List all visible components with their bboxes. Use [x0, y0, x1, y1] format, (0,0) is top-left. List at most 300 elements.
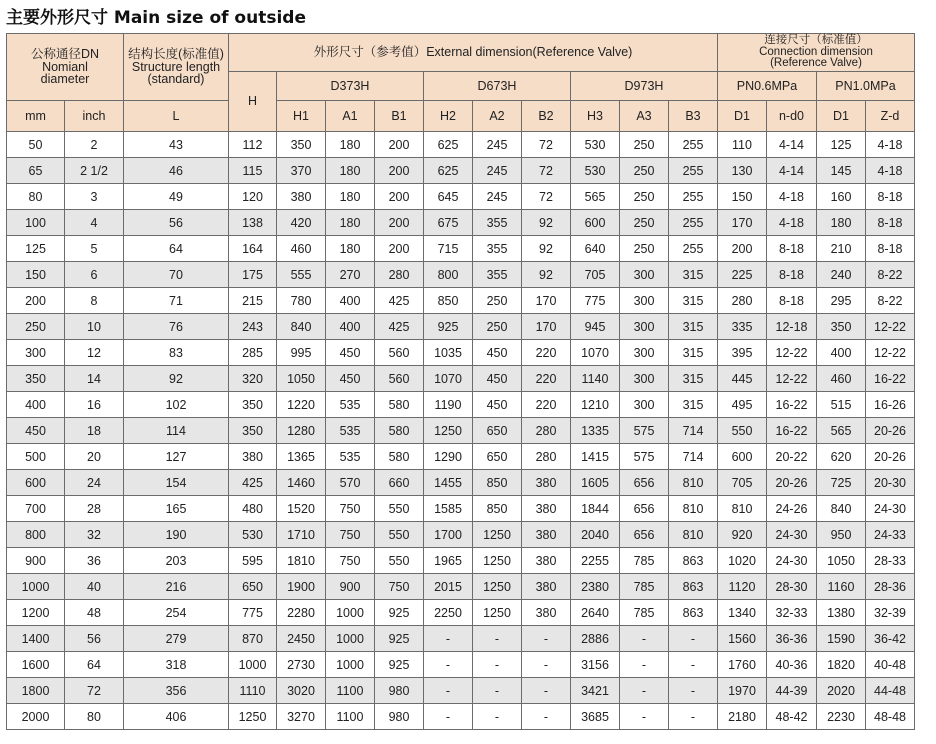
table-cell: - [522, 652, 571, 678]
table-cell: 335 [718, 314, 767, 340]
table-cell: 12 [65, 340, 124, 366]
table-cell: 1250 [473, 574, 522, 600]
table-cell: 1000 [326, 600, 375, 626]
header-pn06: PN0.6MPa [718, 72, 817, 101]
table-cell: 16-22 [767, 418, 817, 444]
table-cell: 120 [229, 184, 277, 210]
table-cell: 203 [124, 548, 229, 574]
table-cell: 700 [7, 496, 65, 522]
table-cell: 215 [229, 288, 277, 314]
table-cell: 450 [473, 392, 522, 418]
table-cell: 36-42 [866, 626, 915, 652]
table-cell: 16-22 [866, 366, 915, 392]
table-cell: 3020 [277, 678, 326, 704]
table-cell: 32 [65, 522, 124, 548]
table-cell: 4-14 [767, 158, 817, 184]
table-cell: 43 [124, 132, 229, 158]
header-b1: B1 [375, 101, 424, 132]
header-pn10: PN1.0MPa [817, 72, 915, 101]
table-cell: 810 [669, 496, 718, 522]
table-cell: 580 [375, 392, 424, 418]
table-cell: 656 [620, 470, 669, 496]
table-cell: 900 [326, 574, 375, 600]
table-cell: 350 [817, 314, 866, 340]
table-cell: 92 [522, 210, 571, 236]
table-cell: 650 [229, 574, 277, 600]
table-cell: 8-18 [866, 184, 915, 210]
table-cell: 300 [620, 314, 669, 340]
table-cell: 450 [326, 366, 375, 392]
table-row [7, 626, 915, 652]
table-cell: 32-39 [866, 600, 915, 626]
table-cell: 1340 [718, 600, 767, 626]
table-cell: 1710 [277, 522, 326, 548]
table-cell: 100 [7, 210, 65, 236]
table-cell: 725 [817, 470, 866, 496]
table-cell: 8-18 [767, 236, 817, 262]
table-cell: 1250 [473, 600, 522, 626]
table-cell: 2450 [277, 626, 326, 652]
table-cell: 165 [124, 496, 229, 522]
table-cell: 3156 [571, 652, 620, 678]
table-cell: 1460 [277, 470, 326, 496]
table-cell: 810 [669, 470, 718, 496]
header-h3: H3 [571, 101, 620, 132]
table-cell: 575 [620, 444, 669, 470]
table-cell: 2380 [571, 574, 620, 600]
table-cell: 1605 [571, 470, 620, 496]
table-cell: 650 [473, 418, 522, 444]
table-cell: 3 [65, 184, 124, 210]
table-cell: 5 [65, 236, 124, 262]
table-cell: 245 [473, 158, 522, 184]
table-cell: 12-22 [866, 340, 915, 366]
table-cell: 300 [620, 288, 669, 314]
table-cell: 750 [326, 548, 375, 574]
table-cell: 245 [473, 184, 522, 210]
header-nd0: n-d0 [767, 101, 817, 132]
table-cell: 190 [124, 522, 229, 548]
table-cell: 255 [669, 236, 718, 262]
table-cell: 1250 [424, 418, 473, 444]
table-cell: 250 [620, 210, 669, 236]
table-cell: 1560 [718, 626, 767, 652]
header-inch: inch [65, 101, 124, 132]
table-cell: 840 [817, 496, 866, 522]
table-cell: 200 [375, 158, 424, 184]
table-cell: 300 [7, 340, 65, 366]
table-cell: 350 [229, 392, 277, 418]
table-cell: 2000 [7, 704, 65, 730]
table-cell: 315 [669, 262, 718, 288]
table-cell: 945 [571, 314, 620, 340]
table-cell: 1000 [326, 626, 375, 652]
header-nominal-diameter: 公称通径DN Nomianl diameter [7, 34, 124, 101]
table-cell: 255 [669, 210, 718, 236]
table-cell: 40 [65, 574, 124, 600]
table-cell: 250 [620, 236, 669, 262]
table-cell: 350 [229, 418, 277, 444]
table-cell: 127 [124, 444, 229, 470]
table-cell: 350 [277, 132, 326, 158]
table-cell: 8-18 [866, 236, 915, 262]
table-row [7, 600, 915, 626]
table-cell: 255 [669, 158, 718, 184]
table-cell: 114 [124, 418, 229, 444]
table-cell: - [669, 704, 718, 730]
table-cell: - [620, 704, 669, 730]
table-cell: 8-18 [866, 210, 915, 236]
table-cell: 380 [522, 574, 571, 600]
table-cell: 1000 [326, 652, 375, 678]
table-cell: 1070 [571, 340, 620, 366]
table-row [7, 548, 915, 574]
table-cell: 2250 [424, 600, 473, 626]
table-cell: 1100 [326, 678, 375, 704]
table-cell: 24-33 [866, 522, 915, 548]
table-cell: - [522, 626, 571, 652]
table-cell: 600 [571, 210, 620, 236]
table-cell: - [522, 704, 571, 730]
table-cell: 255 [669, 132, 718, 158]
table-cell: 535 [326, 418, 375, 444]
header-external-dimension: 外形尺寸（参考值）External dimension(Reference Valve) [229, 34, 718, 72]
table-cell: 380 [229, 444, 277, 470]
table-cell: 850 [473, 496, 522, 522]
table-cell: 400 [326, 288, 375, 314]
table-cell: - [620, 626, 669, 652]
table-cell: 64 [65, 652, 124, 678]
table-cell: 8-18 [767, 262, 817, 288]
table-cell: 425 [229, 470, 277, 496]
table-cell: 200 [375, 132, 424, 158]
table-cell: 2255 [571, 548, 620, 574]
table-cell: 6 [65, 262, 124, 288]
table-cell: 380 [522, 548, 571, 574]
table-cell: 110 [718, 132, 767, 158]
table-cell: 240 [817, 262, 866, 288]
table-cell: 115 [229, 158, 277, 184]
table-cell: 80 [7, 184, 65, 210]
table-row [7, 678, 915, 704]
table-cell: 20-30 [866, 470, 915, 496]
table-cell: 12-22 [767, 366, 817, 392]
table-cell: 450 [326, 340, 375, 366]
table-cell: 180 [326, 158, 375, 184]
table-cell: 1200 [7, 600, 65, 626]
table-row [7, 444, 915, 470]
table-cell: 220 [522, 340, 571, 366]
table-cell: 1380 [817, 600, 866, 626]
table-cell: 535 [326, 444, 375, 470]
table-cell: 4-14 [767, 132, 817, 158]
table-row [7, 314, 915, 340]
table-cell: 1000 [229, 652, 277, 678]
table-cell: 32-33 [767, 600, 817, 626]
table-cell: 400 [817, 340, 866, 366]
table-cell: 280 [522, 444, 571, 470]
table-cell: 180 [326, 236, 375, 262]
table-cell: 250 [620, 158, 669, 184]
table-cell: 20-26 [866, 444, 915, 470]
table-cell: 625 [424, 158, 473, 184]
table-cell: 355 [473, 236, 522, 262]
table-cell: 460 [817, 366, 866, 392]
table-cell: 350 [7, 366, 65, 392]
table-cell: 370 [277, 158, 326, 184]
table-cell: 8 [65, 288, 124, 314]
table-cell: 925 [375, 600, 424, 626]
table-cell: 8-22 [866, 262, 915, 288]
table-cell: 92 [522, 262, 571, 288]
table-cell: 380 [522, 600, 571, 626]
main-size-table [6, 33, 915, 730]
table-cell: 840 [277, 314, 326, 340]
table-cell: 270 [326, 262, 375, 288]
table-cell: 16-26 [866, 392, 915, 418]
table-cell: 200 [718, 236, 767, 262]
table-cell: 530 [571, 132, 620, 158]
header-h2: H2 [424, 101, 473, 132]
table-cell: 285 [229, 340, 277, 366]
table-cell: 315 [669, 392, 718, 418]
table-cell: 850 [424, 288, 473, 314]
table-cell: 4-18 [866, 158, 915, 184]
table-cell: 450 [7, 418, 65, 444]
table-cell: 180 [817, 210, 866, 236]
page-title: 主要外形尺寸 Main size of outside [6, 8, 306, 28]
header-a1: A1 [326, 101, 375, 132]
table-cell: 4 [65, 210, 124, 236]
table-cell: 102 [124, 392, 229, 418]
table-cell: 8-18 [767, 288, 817, 314]
table-cell: 200 [375, 210, 424, 236]
table-cell: 2 [65, 132, 124, 158]
table-cell: - [424, 704, 473, 730]
table-cell: - [473, 704, 522, 730]
table-cell: 24-30 [767, 522, 817, 548]
table-cell: 92 [522, 236, 571, 262]
table-cell: - [473, 652, 522, 678]
table-cell: 72 [522, 184, 571, 210]
table-cell: 18 [65, 418, 124, 444]
table-cell: 210 [817, 236, 866, 262]
table-row [7, 158, 915, 184]
table-cell: 1190 [424, 392, 473, 418]
table-cell: 1070 [424, 366, 473, 392]
table-cell: 460 [277, 236, 326, 262]
table-cell: 160 [817, 184, 866, 210]
table-cell: 863 [669, 574, 718, 600]
table-cell: 130 [718, 158, 767, 184]
table-cell: 49 [124, 184, 229, 210]
table-cell: 565 [571, 184, 620, 210]
table-cell: 180 [326, 210, 375, 236]
table-cell: 250 [7, 314, 65, 340]
table-cell: 150 [718, 184, 767, 210]
table-cell: 380 [522, 522, 571, 548]
table-cell: - [669, 678, 718, 704]
table-cell: 56 [124, 210, 229, 236]
table-cell: 36 [65, 548, 124, 574]
table-cell: 3270 [277, 704, 326, 730]
table-row [7, 210, 915, 236]
table-cell: 450 [473, 366, 522, 392]
table-cell: 279 [124, 626, 229, 652]
table-cell: 656 [620, 522, 669, 548]
table-cell: 995 [277, 340, 326, 366]
table-cell: 175 [229, 262, 277, 288]
table-cell: 12-22 [767, 340, 817, 366]
table-row [7, 184, 915, 210]
table-cell: 1000 [7, 574, 65, 600]
table-cell: 72 [522, 158, 571, 184]
table-cell: 620 [817, 444, 866, 470]
table-cell: 250 [620, 184, 669, 210]
table-cell: 150 [7, 262, 65, 288]
table-cell: 560 [375, 340, 424, 366]
table-cell: 1250 [473, 548, 522, 574]
table-cell: 925 [375, 652, 424, 678]
table-cell: 1455 [424, 470, 473, 496]
table-cell: 125 [7, 236, 65, 262]
table-cell: 780 [277, 288, 326, 314]
table-cell: 650 [473, 444, 522, 470]
table-cell: 715 [424, 236, 473, 262]
table-cell: 920 [718, 522, 767, 548]
table-cell: 48-42 [767, 704, 817, 730]
table-row [7, 132, 915, 158]
table-cell: 1120 [718, 574, 767, 600]
table-cell: 250 [620, 132, 669, 158]
table-cell: 625 [424, 132, 473, 158]
table-cell: 92 [124, 366, 229, 392]
table-cell: 255 [669, 184, 718, 210]
table-cell: 24 [65, 470, 124, 496]
table-cell: 1020 [718, 548, 767, 574]
table-cell: 550 [718, 418, 767, 444]
table-cell: 500 [7, 444, 65, 470]
table-cell: 315 [669, 288, 718, 314]
table-cell: 863 [669, 600, 718, 626]
table-cell: 1800 [7, 678, 65, 704]
table-cell: 4-18 [767, 210, 817, 236]
table-cell: 200 [375, 236, 424, 262]
table-cell: 280 [375, 262, 424, 288]
table-cell: 28-33 [866, 548, 915, 574]
table-cell: 50 [7, 132, 65, 158]
table-cell: 785 [620, 600, 669, 626]
table-cell: 515 [817, 392, 866, 418]
table-cell: 400 [7, 392, 65, 418]
table-cell: 1760 [718, 652, 767, 678]
table-cell: 1400 [7, 626, 65, 652]
header-d373h: D373H [277, 72, 424, 101]
table-cell: 8-22 [866, 288, 915, 314]
table-cell: 2020 [817, 678, 866, 704]
table-cell: 870 [229, 626, 277, 652]
table-cell: 12-18 [767, 314, 817, 340]
table-row [7, 262, 915, 288]
header-h: H [229, 72, 277, 132]
table-cell: 28-30 [767, 574, 817, 600]
table-cell: - [424, 678, 473, 704]
table-cell: 65 [7, 158, 65, 184]
table-cell: 145 [817, 158, 866, 184]
table-cell: 280 [522, 418, 571, 444]
table-cell: 550 [375, 522, 424, 548]
table-cell: 810 [718, 496, 767, 522]
table-cell: 1335 [571, 418, 620, 444]
table-cell: 640 [571, 236, 620, 262]
table-cell: 705 [718, 470, 767, 496]
table-cell: 580 [375, 418, 424, 444]
table-cell: 48 [65, 600, 124, 626]
table-cell: 170 [718, 210, 767, 236]
table-cell: 705 [571, 262, 620, 288]
table-cell: 850 [473, 470, 522, 496]
table-cell: 1965 [424, 548, 473, 574]
table-cell: 12-22 [866, 314, 915, 340]
table-cell: 550 [375, 548, 424, 574]
table-cell: 243 [229, 314, 277, 340]
table-cell: 2886 [571, 626, 620, 652]
table-cell: 170 [522, 288, 571, 314]
table-cell: 1140 [571, 366, 620, 392]
table-row [7, 340, 915, 366]
table-cell: 250 [473, 288, 522, 314]
table-cell: 555 [277, 262, 326, 288]
table-cell: 295 [817, 288, 866, 314]
table-cell: 785 [620, 574, 669, 600]
header-d1-pn10: D1 [817, 101, 866, 132]
table-cell: 600 [7, 470, 65, 496]
header-h1: H1 [277, 101, 326, 132]
table-cell: 530 [229, 522, 277, 548]
table-cell: 20-22 [767, 444, 817, 470]
table-row [7, 392, 915, 418]
table-cell: 580 [375, 444, 424, 470]
table-cell: 1035 [424, 340, 473, 366]
table-cell: 660 [375, 470, 424, 496]
table-cell: 300 [620, 366, 669, 392]
table-cell: - [424, 652, 473, 678]
table-cell: 356 [124, 678, 229, 704]
table-cell: 216 [124, 574, 229, 600]
table-cell: 72 [65, 678, 124, 704]
table-cell: 1290 [424, 444, 473, 470]
table-cell: 645 [424, 184, 473, 210]
table-cell: 112 [229, 132, 277, 158]
table-cell: 1100 [326, 704, 375, 730]
table-cell: 36-36 [767, 626, 817, 652]
table-cell: 2180 [718, 704, 767, 730]
table-cell: 40-48 [866, 652, 915, 678]
table-cell: 980 [375, 704, 424, 730]
table-row [7, 522, 915, 548]
table-cell: 1415 [571, 444, 620, 470]
table-cell: 20-26 [767, 470, 817, 496]
header-connection-dimension: 连接尺寸（标准值） Connection dimension (Reference Valve) [718, 34, 915, 72]
table-cell: 318 [124, 652, 229, 678]
table-cell: 46 [124, 158, 229, 184]
table-cell: 24-30 [866, 496, 915, 522]
table-cell: 170 [522, 314, 571, 340]
table-cell: 495 [718, 392, 767, 418]
table-cell: 4-18 [767, 184, 817, 210]
table-cell: 4-18 [866, 132, 915, 158]
table-cell: 980 [375, 678, 424, 704]
